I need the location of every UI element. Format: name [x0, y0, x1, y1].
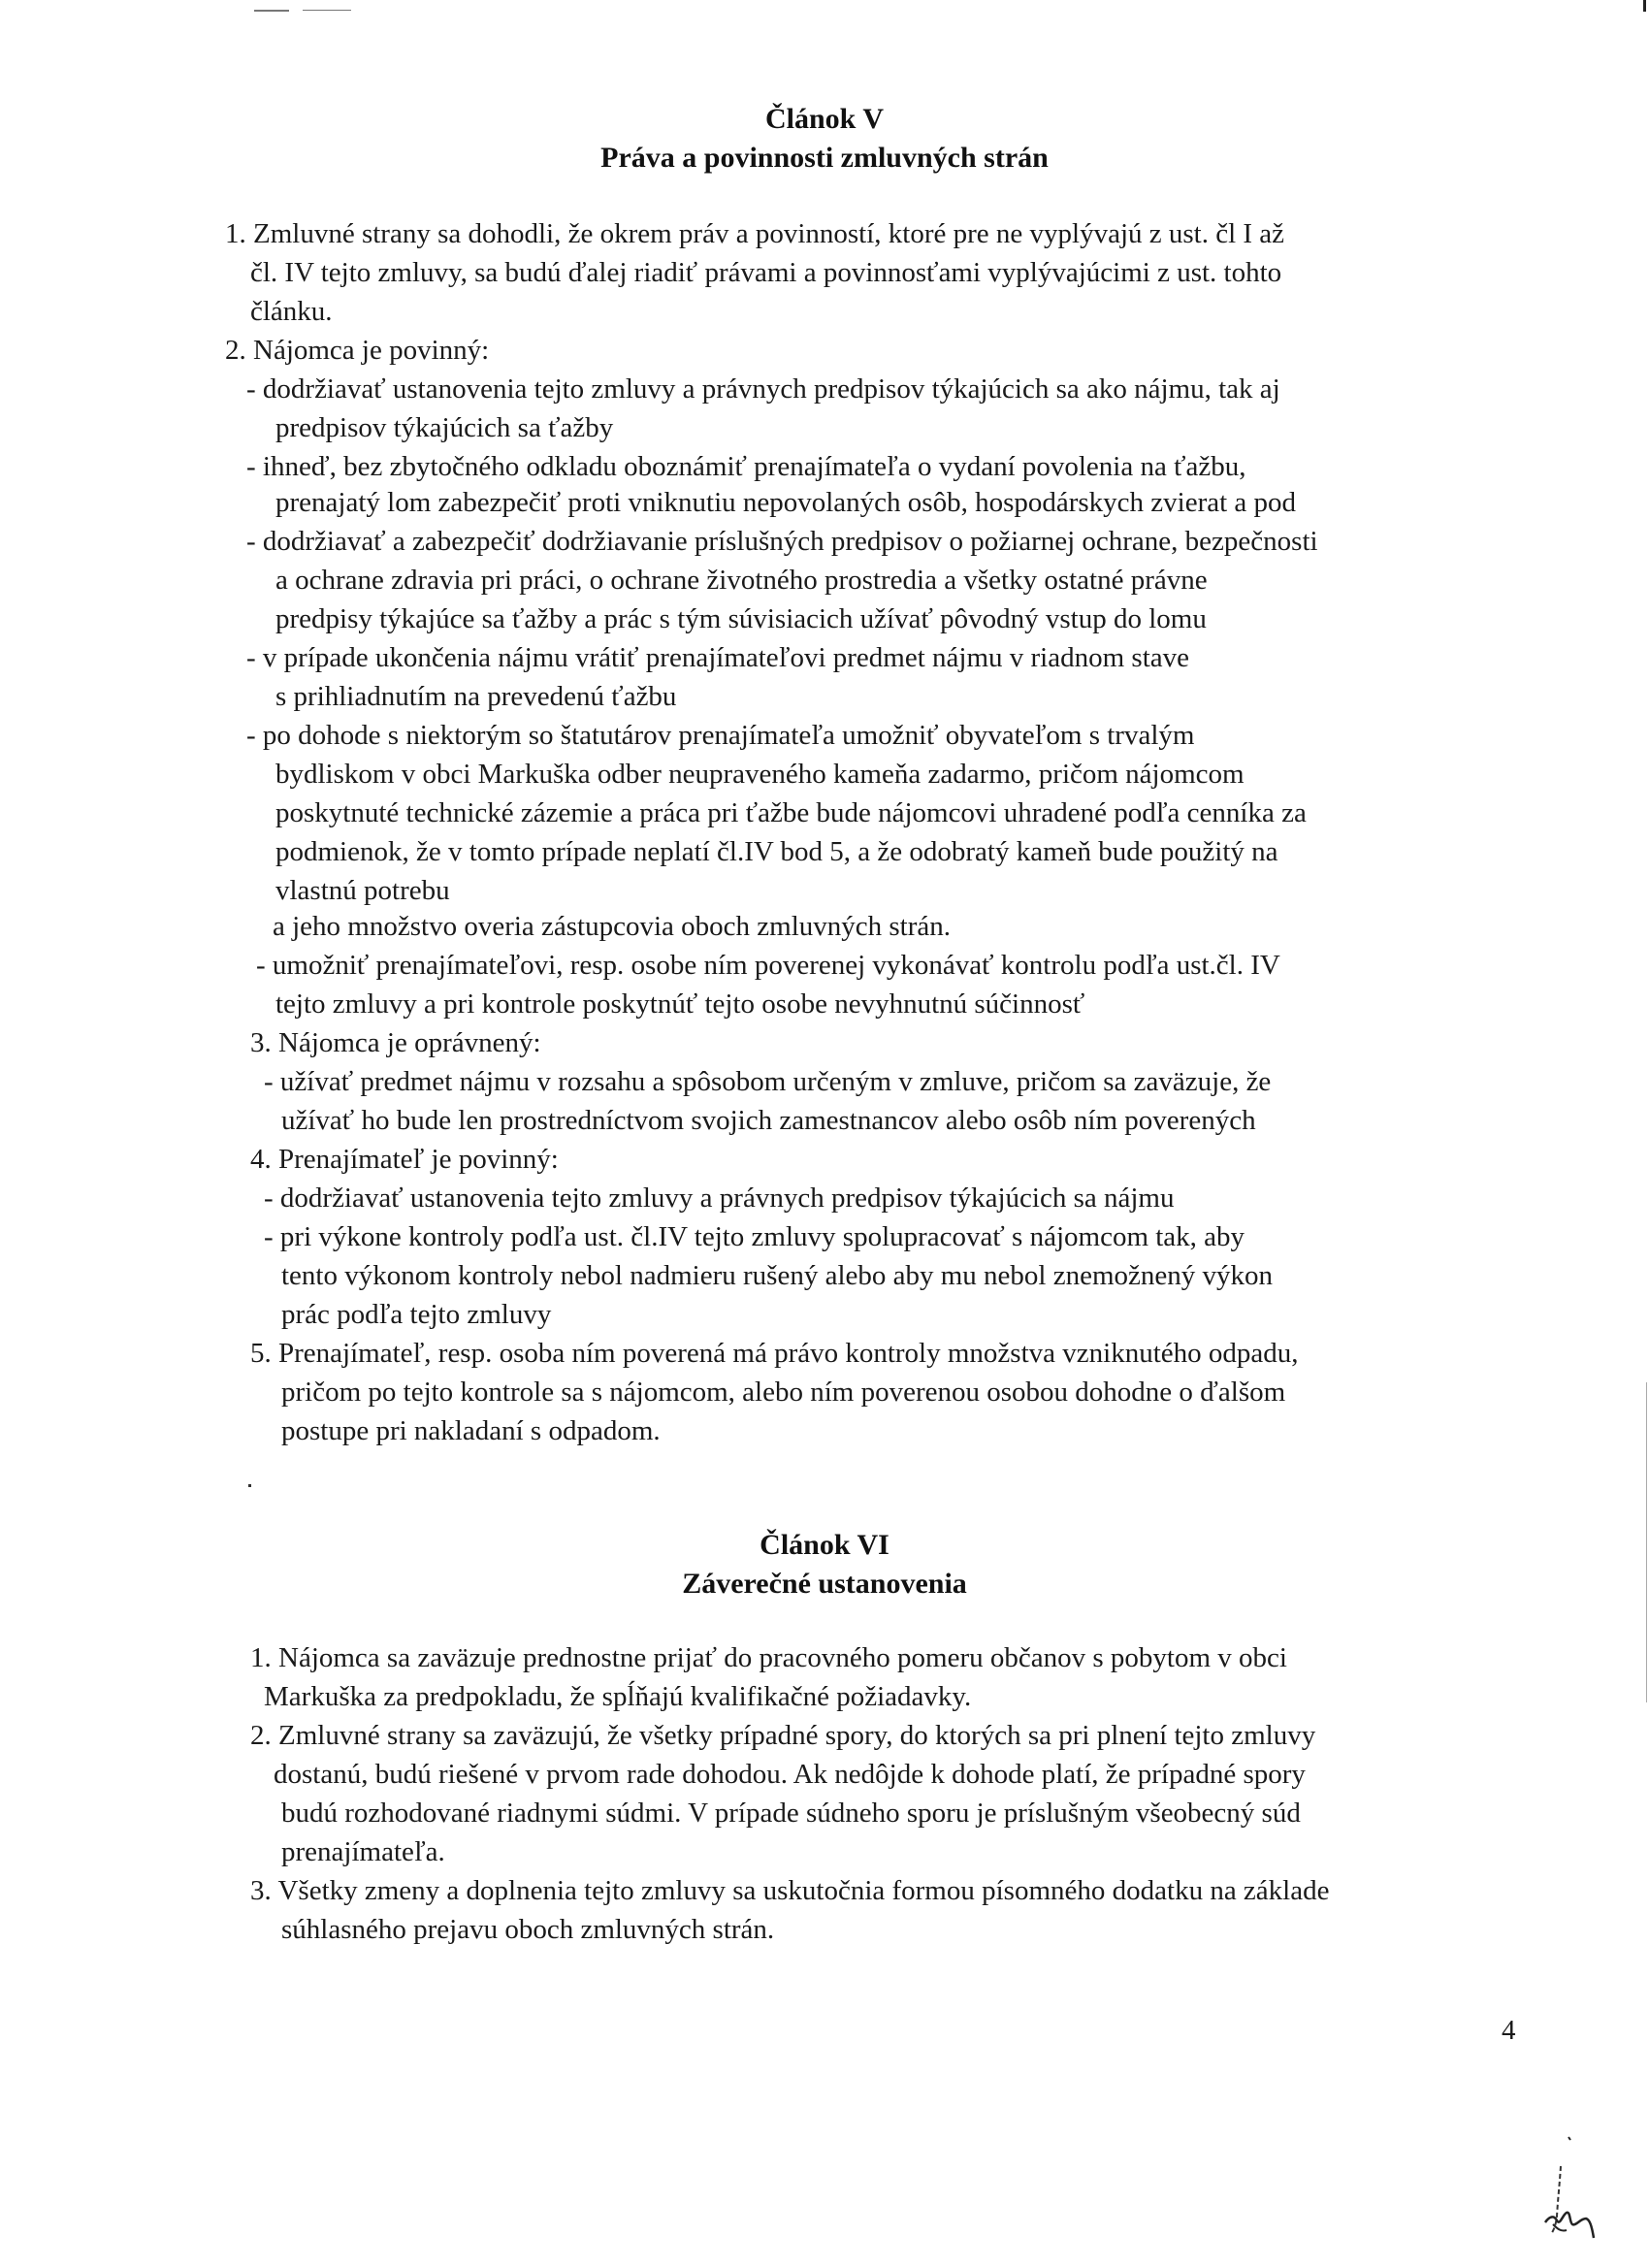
article5-line: - užívať predmet nájmu v rozsahu a spôsobom určeným v zmluve, pričom sa zaväzuje, že: [264, 1066, 1272, 1097]
article5-line: - pri výkone kontroly podľa ust. čl.IV tejto zmluvy spolupracovať s nájomcom tak, aby: [264, 1221, 1245, 1252]
article5-line: - ihneď, bez zbytočného odkladu oboznámiť prenajímateľa o vydaní povolenia na ťažbu,: [246, 451, 1246, 482]
article6-line: Markuška za predpokladu, že spĺňajú kvalifikačné požiadavky.: [264, 1681, 972, 1712]
article5-line: - umožniť prenajímateľovi, resp. osobe ním poverenej vykonávať kontrolu podľa ust.čl. IV: [256, 950, 1280, 981]
page-number: 4: [1502, 2015, 1516, 2046]
article5-line: predpisov týkajúcich sa ťažby: [275, 412, 614, 443]
scan-dot: [248, 1484, 251, 1487]
article5-line: 3. Nájomca je oprávnený:: [250, 1027, 541, 1058]
article5-line: pričom po tejto kontrole sa s nájomcom, alebo ním poverenou osobou dohodne o ďalšom: [281, 1377, 1286, 1408]
article5-line: - dodržiavať a zabezpečiť dodržiavanie príslušných predpisov o požiarnej ochrane, bezpečnosti: [246, 526, 1318, 557]
article5-line: - dodržiavať ustanovenia tejto zmluvy a právnych predpisov týkajúcich sa ako nájmu, tak aj: [246, 373, 1280, 405]
article5-line: a ochrane zdravia pri práci, o ochrane životného prostredia a všetky ostatné právne: [275, 565, 1208, 596]
article5-line: 5. Prenajímateľ, resp. osoba ním poverená má právo kontroly množstva vzniknutého odpadu,: [250, 1338, 1299, 1369]
article5-line: tento výkonom kontroly nebol nadmieru rušený alebo aby mu nebol znemožnený výkon: [281, 1260, 1274, 1291]
article6-line: dostanú, budú riešené v prvom rade dohodou. Ak nedôjde k dohode platí, že prípadné spory: [274, 1759, 1306, 1790]
article5-line: tejto zmluvy a pri kontrole poskytnúť tejto osobe nevyhnutnú súčinnosť: [275, 988, 1085, 1020]
article5-line: článku.: [250, 296, 333, 327]
article6-title: Článok VI: [760, 1529, 889, 1561]
article6-subtitle: Záverečné ustanovenia: [682, 1568, 967, 1600]
article6-line: prenajímateľa.: [281, 1836, 445, 1867]
article6-line: 3. Všetky zmeny a doplnenia tejto zmluvy sa uskutočnia formou písomného dodatku na základe: [250, 1875, 1330, 1906]
article5-line: prác podľa tejto zmluvy: [281, 1299, 552, 1330]
article5-line: predpisy týkajúce sa ťažby a prác s tým súvisiacich užívať pôvodný vstup do lomu: [275, 603, 1207, 634]
article6-line: 2. Zmluvné strany sa zaväzujú, že všetky prípadné spory, do ktorých sa pri plnení tejto zmluvy: [250, 1720, 1316, 1751]
article5-line: a jeho množstvo overia zástupcovia oboch zmluvných strán.: [273, 911, 952, 942]
article5-line: čl. IV tejto zmluvy, sa budú ďalej riadiť právami a povinnosťami vyplývajúcimi z ust. tohto: [250, 257, 1282, 288]
article5-line: vlastnú potrebu: [275, 875, 450, 906]
article5-line: bydliskom v obci Markuška odber neupraveného kameňa zadarmo, pričom nájomcom: [275, 759, 1245, 790]
scan-mark-top-2: [303, 10, 351, 11]
article5-line: 2. Nájomca je povinný:: [225, 335, 490, 366]
article5-line: prenajatý lom zabezpečiť proti vniknutiu nepovolaných osôb, hospodárskych zvierat a pod: [275, 487, 1297, 518]
article5-line: - dodržiavať ustanovenia tejto zmluvy a právnych predpisov týkajúcich sa nájmu: [264, 1183, 1175, 1214]
article5-line: - po dohode s niektorým so štatutárov prenajímateľa umožniť obyvateľom s trvalým: [246, 720, 1195, 751]
scan-mark-top: [254, 10, 289, 12]
article5-line: s prihliadnutím na prevedenú ťažbu: [275, 681, 677, 712]
article6-line: súhlasného prejavu oboch zmluvných strán.: [281, 1914, 775, 1945]
article5-line: poskytnuté technické zázemie a práca pri ťažbe bude nájomcovi uhradené podľa cenníka za: [275, 797, 1307, 828]
article5-line: - v prípade ukončenia nájmu vrátiť prenajímateľovi predmet nájmu v riadnom stave: [246, 642, 1189, 673]
article5-line: 1. Zmluvné strany sa dohodli, že okrem práv a povinností, ktoré pre ne vyplývajú z ust. čl I až: [225, 218, 1285, 249]
article5-line: 4. Prenajímateľ je povinný:: [250, 1144, 559, 1175]
article6-line: 1. Nájomca sa zaväzuje prednostne prijať do pracovného pomeru občanov s pobytom v obci: [250, 1642, 1287, 1673]
article5-title: Článok V: [765, 103, 884, 135]
article5-line: postupe pri nakladaní s odpadom.: [281, 1415, 661, 1446]
article5-subtitle: Práva a povinnosti zmluvných strán: [600, 142, 1049, 174]
scan-mark-corner: [1643, 0, 1646, 12]
article5-line: užívať ho bude len prostredníctvom svojich zamestnancov alebo osôb ním poverených: [281, 1105, 1256, 1136]
signature-initials: [1528, 2129, 1605, 2246]
article5-line: podmienok, že v tomto prípade neplatí čl.IV bod 5, a že odobratý kameň bude použitý na: [275, 836, 1278, 867]
article6-line: budú rozhodované riadnymi súdmi. V prípade súdneho sporu je príslušným všeobecný súd: [281, 1798, 1301, 1829]
